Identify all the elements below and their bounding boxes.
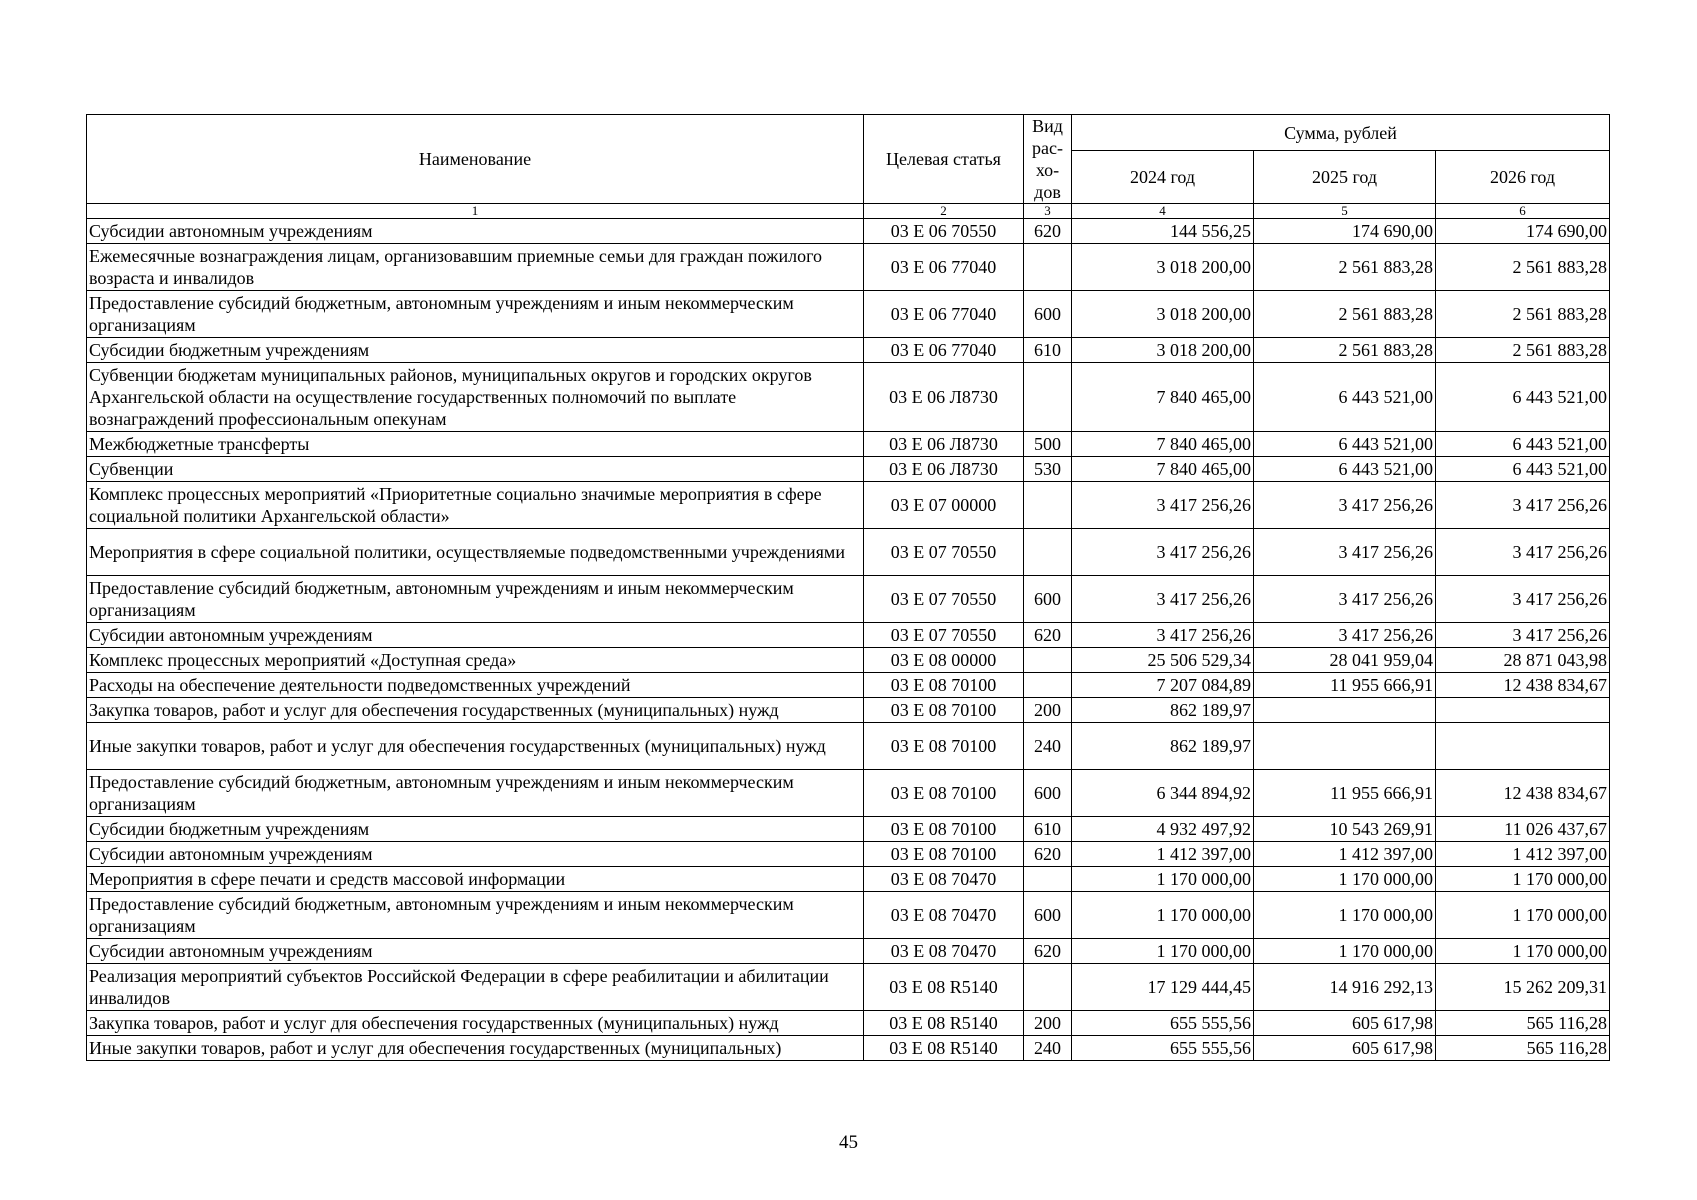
header-type-line: рас- [1032, 138, 1063, 158]
row-amount-2025: 6 443 521,00 [1254, 363, 1436, 432]
row-name: Иные закупки товаров, работ и услуг для обеспечения государственных (муниципальных) [87, 1036, 864, 1061]
row-amount-2024: 3 018 200,00 [1072, 244, 1254, 291]
row-type [1024, 673, 1072, 698]
row-name: Субсидии бюджетным учреждениям [87, 338, 864, 363]
row-type [1024, 867, 1072, 892]
row-type: 600 [1024, 892, 1072, 939]
table-row [87, 457, 1610, 482]
row-name: Субсидии автономным учреждениям [87, 623, 864, 648]
row-name: Реализация мероприятий субъектов Российской Федерации в сфере реабилитации и абилитации инвалидов [87, 964, 864, 1011]
row-code: 03 Е 08 R5140 [864, 1011, 1024, 1036]
row-amount-2025: 1 170 000,00 [1254, 867, 1436, 892]
row-amount-2025: 14 916 292,13 [1254, 964, 1436, 1011]
table-row [87, 363, 1610, 432]
row-amount-2025: 1 170 000,00 [1254, 939, 1436, 964]
table-row [87, 648, 1610, 673]
row-amount-2024: 7 840 465,00 [1072, 432, 1254, 457]
row-amount-2026: 1 412 397,00 [1436, 842, 1610, 867]
row-amount-2026: 3 417 256,26 [1436, 623, 1610, 648]
budget-table [86, 114, 1610, 1061]
table-row [87, 673, 1610, 698]
row-type: 610 [1024, 338, 1072, 363]
row-amount-2024: 3 018 200,00 [1072, 338, 1254, 363]
table-row [87, 576, 1610, 623]
row-amount-2025: 3 417 256,26 [1254, 623, 1436, 648]
row-type: 200 [1024, 1011, 1072, 1036]
table-row [87, 1011, 1610, 1036]
row-amount-2024: 4 932 497,92 [1072, 817, 1254, 842]
table-row [87, 219, 1610, 244]
row-code: 03 Е 08 70470 [864, 892, 1024, 939]
row-amount-2025: 3 417 256,26 [1254, 576, 1436, 623]
table-row [87, 1036, 1610, 1061]
row-name: Субсидии бюджетным учреждениям [87, 817, 864, 842]
row-type: 240 [1024, 1036, 1072, 1061]
header-year-2026: 2026 год [1436, 151, 1610, 204]
row-code: 03 Е 06 77040 [864, 338, 1024, 363]
row-amount-2025: 6 443 521,00 [1254, 432, 1436, 457]
row-code: 03 Е 08 70100 [864, 770, 1024, 817]
row-type [1024, 482, 1072, 529]
header-type-line: Вид [1032, 116, 1063, 136]
column-number: 5 [1254, 204, 1436, 219]
row-code: 03 Е 06 77040 [864, 244, 1024, 291]
column-number: 2 [864, 204, 1024, 219]
row-type: 500 [1024, 432, 1072, 457]
row-code: 03 Е 06 Л8730 [864, 457, 1024, 482]
row-code: 03 Е 08 R5140 [864, 1036, 1024, 1061]
row-amount-2025 [1254, 698, 1436, 723]
column-number: 6 [1436, 204, 1610, 219]
row-amount-2025: 28 041 959,04 [1254, 648, 1436, 673]
row-name: Субсидии автономным учреждениям [87, 842, 864, 867]
row-name: Предоставление субсидий бюджетным, автономным учреждениям и иным некоммерческим организациям [87, 770, 864, 817]
table-row [87, 817, 1610, 842]
row-code: 03 Е 08 70100 [864, 673, 1024, 698]
table-row [87, 698, 1610, 723]
row-type: 530 [1024, 457, 1072, 482]
row-amount-2024: 7 840 465,00 [1072, 363, 1254, 432]
row-type: 600 [1024, 576, 1072, 623]
row-amount-2024: 3 417 256,26 [1072, 529, 1254, 576]
row-amount-2026 [1436, 723, 1610, 770]
row-type: 620 [1024, 939, 1072, 964]
header-year-2024: 2024 год [1072, 151, 1254, 204]
row-name: Мероприятия в сфере печати и средств массовой информации [87, 867, 864, 892]
table-row [87, 529, 1610, 576]
column-number: 3 [1024, 204, 1072, 219]
row-name: Субсидии автономным учреждениям [87, 219, 864, 244]
row-code: 03 Е 07 00000 [864, 482, 1024, 529]
table-row [87, 867, 1610, 892]
table-row [87, 964, 1610, 1011]
row-amount-2026: 3 417 256,26 [1436, 576, 1610, 623]
row-type: 200 [1024, 698, 1072, 723]
row-amount-2024: 1 170 000,00 [1072, 867, 1254, 892]
row-amount-2026 [1436, 698, 1610, 723]
row-amount-2024: 17 129 444,45 [1072, 964, 1254, 1011]
row-name: Предоставление субсидий бюджетным, автономным учреждениям и иным некоммерческим организациям [87, 892, 864, 939]
row-amount-2025: 1 170 000,00 [1254, 892, 1436, 939]
row-code: 03 Е 08 00000 [864, 648, 1024, 673]
row-name: Субсидии автономным учреждениям [87, 939, 864, 964]
row-amount-2024: 655 555,56 [1072, 1011, 1254, 1036]
row-amount-2025: 1 412 397,00 [1254, 842, 1436, 867]
header-type-line: дов [1034, 182, 1061, 202]
row-amount-2025: 2 561 883,28 [1254, 291, 1436, 338]
row-code: 03 Е 08 70470 [864, 939, 1024, 964]
row-name: Субвенции [87, 457, 864, 482]
row-type: 620 [1024, 219, 1072, 244]
row-amount-2025 [1254, 723, 1436, 770]
row-code: 03 Е 06 Л8730 [864, 432, 1024, 457]
row-type: 600 [1024, 770, 1072, 817]
row-amount-2026: 6 443 521,00 [1436, 363, 1610, 432]
row-amount-2024: 3 417 256,26 [1072, 623, 1254, 648]
row-name: Иные закупки товаров, работ и услуг для обеспечения государственных (муниципальных) нужд [87, 723, 864, 770]
row-code: 03 Е 08 70100 [864, 842, 1024, 867]
row-amount-2025: 10 543 269,91 [1254, 817, 1436, 842]
row-amount-2024: 7 207 084,89 [1072, 673, 1254, 698]
table-row [87, 482, 1610, 529]
header-code: Целевая статья [864, 115, 1024, 204]
page-number: 45 [839, 1132, 858, 1153]
row-code: 03 Е 07 70550 [864, 529, 1024, 576]
header-type [1024, 115, 1072, 204]
row-amount-2026: 12 438 834,67 [1436, 673, 1610, 698]
row-amount-2024: 1 170 000,00 [1072, 892, 1254, 939]
row-amount-2025: 11 955 666,91 [1254, 673, 1436, 698]
row-amount-2024: 144 556,25 [1072, 219, 1254, 244]
row-name: Субвенции бюджетам муниципальных районов, муниципальных округов и городских округов Архангельской области на осуществление государственных полномочий по выплате вознаграждений профессиональным опекунам [87, 363, 864, 432]
row-amount-2026: 1 170 000,00 [1436, 892, 1610, 939]
row-amount-2025: 174 690,00 [1254, 219, 1436, 244]
row-amount-2025: 605 617,98 [1254, 1011, 1436, 1036]
column-number: 4 [1072, 204, 1254, 219]
row-type [1024, 363, 1072, 432]
column-number: 1 [87, 204, 864, 219]
row-amount-2024: 6 344 894,92 [1072, 770, 1254, 817]
row-name: Межбюджетные трансферты [87, 432, 864, 457]
row-type [1024, 529, 1072, 576]
row-amount-2026: 28 871 043,98 [1436, 648, 1610, 673]
row-name: Предоставление субсидий бюджетным, автономным учреждениям и иным некоммерческим организациям [87, 576, 864, 623]
row-type [1024, 964, 1072, 1011]
row-type: 600 [1024, 291, 1072, 338]
row-amount-2026: 15 262 209,31 [1436, 964, 1610, 1011]
row-amount-2024: 1 412 397,00 [1072, 842, 1254, 867]
row-type: 620 [1024, 842, 1072, 867]
row-name: Мероприятия в сфере социальной политики, осуществляемые подведомственными учреждениями [87, 529, 864, 576]
row-amount-2026: 12 438 834,67 [1436, 770, 1610, 817]
row-code: 03 Е 07 70550 [864, 623, 1024, 648]
table-row [87, 770, 1610, 817]
header-type-line: хо- [1035, 160, 1060, 180]
row-amount-2025: 11 955 666,91 [1254, 770, 1436, 817]
row-amount-2026: 174 690,00 [1436, 219, 1610, 244]
row-amount-2026: 1 170 000,00 [1436, 867, 1610, 892]
row-name: Закупка товаров, работ и услуг для обеспечения государственных (муниципальных) нужд [87, 1011, 864, 1036]
row-type: 610 [1024, 817, 1072, 842]
row-amount-2025: 2 561 883,28 [1254, 244, 1436, 291]
row-amount-2026: 11 026 437,67 [1436, 817, 1610, 842]
table-row [87, 244, 1610, 291]
row-name: Ежемесячные вознаграждения лицам, организовавшим приемные семьи для граждан пожилого возраста и инвалидов [87, 244, 864, 291]
row-amount-2025: 605 617,98 [1254, 1036, 1436, 1061]
row-amount-2024: 655 555,56 [1072, 1036, 1254, 1061]
table-row [87, 892, 1610, 939]
row-code: 03 Е 08 70470 [864, 867, 1024, 892]
row-amount-2026: 565 116,28 [1436, 1036, 1610, 1061]
row-amount-2026: 565 116,28 [1436, 1011, 1610, 1036]
header-name: Наименование [87, 115, 864, 204]
row-amount-2024: 862 189,97 [1072, 723, 1254, 770]
table-row [87, 291, 1610, 338]
row-amount-2026: 6 443 521,00 [1436, 457, 1610, 482]
row-code: 03 Е 06 77040 [864, 291, 1024, 338]
row-amount-2024: 1 170 000,00 [1072, 939, 1254, 964]
row-amount-2026: 2 561 883,28 [1436, 244, 1610, 291]
row-type: 240 [1024, 723, 1072, 770]
table-row [87, 842, 1610, 867]
row-amount-2026: 3 417 256,26 [1436, 482, 1610, 529]
row-amount-2024: 25 506 529,34 [1072, 648, 1254, 673]
table-row [87, 623, 1610, 648]
row-amount-2025: 2 561 883,28 [1254, 338, 1436, 363]
row-type: 620 [1024, 623, 1072, 648]
table-row [87, 432, 1610, 457]
row-name: Закупка товаров, работ и услуг для обеспечения государственных (муниципальных) нужд [87, 698, 864, 723]
row-amount-2025: 6 443 521,00 [1254, 457, 1436, 482]
row-amount-2025: 3 417 256,26 [1254, 482, 1436, 529]
table-row [87, 338, 1610, 363]
row-amount-2024: 3 417 256,26 [1072, 576, 1254, 623]
table-row [87, 723, 1610, 770]
row-code: 03 Е 08 70100 [864, 698, 1024, 723]
header-year-2025: 2025 год [1254, 151, 1436, 204]
header-sum: Сумма, рублей [1072, 115, 1610, 151]
row-code: 03 Е 06 70550 [864, 219, 1024, 244]
row-amount-2026: 2 561 883,28 [1436, 338, 1610, 363]
row-amount-2024: 3 018 200,00 [1072, 291, 1254, 338]
column-number-row [87, 204, 1610, 219]
row-amount-2026: 2 561 883,28 [1436, 291, 1610, 338]
row-code: 03 Е 07 70550 [864, 576, 1024, 623]
table-row [87, 939, 1610, 964]
row-name: Комплекс процессных мероприятий «Приоритетные социально значимые мероприятия в сфере социальной политики Архангельской области» [87, 482, 864, 529]
row-amount-2024: 7 840 465,00 [1072, 457, 1254, 482]
row-code: 03 Е 08 70100 [864, 723, 1024, 770]
row-amount-2026: 3 417 256,26 [1436, 529, 1610, 576]
row-code: 03 Е 08 70100 [864, 817, 1024, 842]
row-name: Расходы на обеспечение деятельности подведомственных учреждений [87, 673, 864, 698]
row-amount-2026: 1 170 000,00 [1436, 939, 1610, 964]
row-name: Комплекс процессных мероприятий «Доступная среда» [87, 648, 864, 673]
row-amount-2024: 3 417 256,26 [1072, 482, 1254, 529]
row-type [1024, 648, 1072, 673]
row-amount-2026: 6 443 521,00 [1436, 432, 1610, 457]
row-name: Предоставление субсидий бюджетным, автономным учреждениям и иным некоммерческим организациям [87, 291, 864, 338]
row-type [1024, 244, 1072, 291]
row-code: 03 Е 06 Л8730 [864, 363, 1024, 432]
row-amount-2024: 862 189,97 [1072, 698, 1254, 723]
row-amount-2025: 3 417 256,26 [1254, 529, 1436, 576]
row-code: 03 Е 08 R5140 [864, 964, 1024, 1011]
